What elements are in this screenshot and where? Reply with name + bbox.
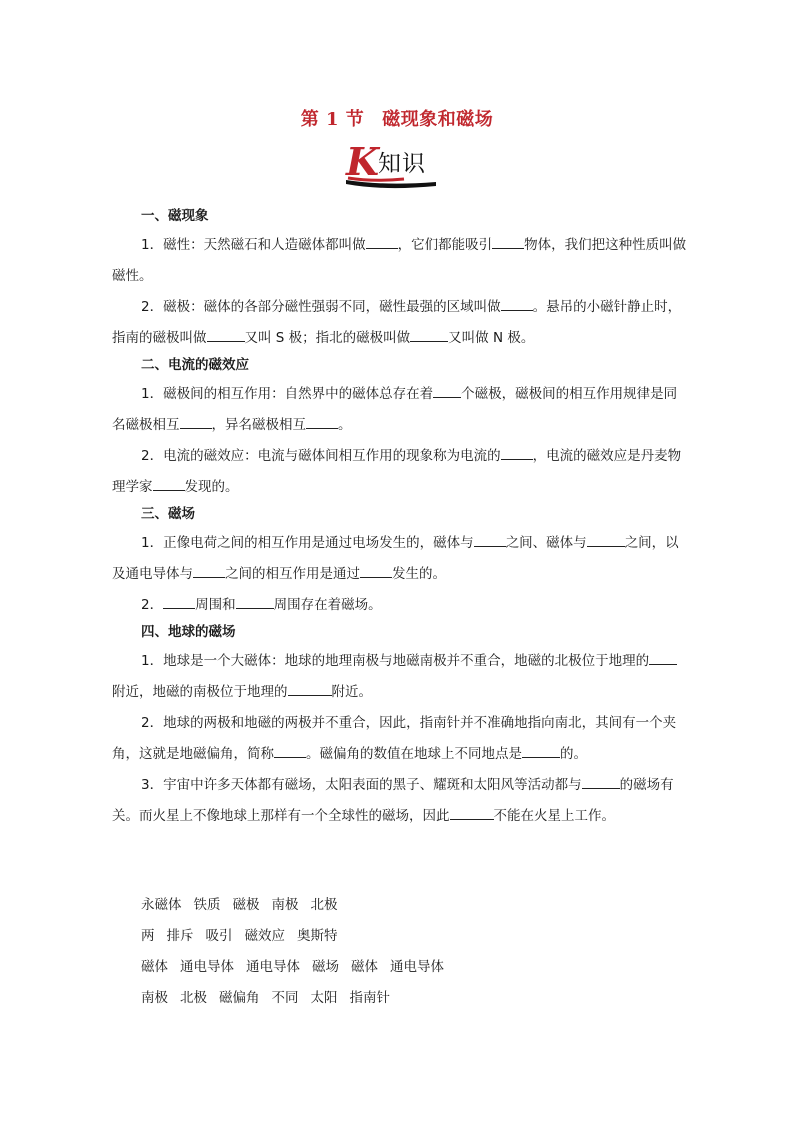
paragraph-4-1: 1．地球是一个大磁体：地球的地理南极与地磁南极并不重合，地磁的北极位于地理的附近，地磁的南极位于地理的 附近。 [112,646,687,708]
answer-item: 通电导体 [246,959,300,975]
answer-item: 指南针 [349,990,390,1006]
answer-row-4 [141,983,456,1014]
answer-item: 通电导体 [180,959,234,975]
paragraph-1-1: 1．磁性：天然磁石和人造磁体都叫做 ，它们都能吸引 物体，我们把这种性质叫做磁性。 [112,237,687,284]
answer-item: 不同 [271,990,299,1006]
blank [207,329,245,342]
blank [649,652,677,665]
paragraph-1-2: 2．磁极：磁体的各部分磁性强弱不同，磁性最强的区域叫做 。悬吊的小磁针静止时，指南的磁极叫做 又叫 S 极；指北的磁极叫做 又叫做 N 极。 [112,299,682,346]
answer-item: 吸引 [205,928,233,944]
blank [288,683,332,696]
blank [433,385,461,398]
answer-row-1 [141,890,456,921]
blank [522,745,560,758]
answer-item: 铁质 [193,897,221,913]
paragraph-2-1: 1．磁极间的相互作用：自然界中的磁体总存在着 个磁极，磁极间的相互作用规律是同名磁极相互 ，异名磁极相互 。 [112,386,678,433]
blank [410,329,448,342]
answer-item: 磁极 [232,897,260,913]
title-text: 磁现象和磁场 [382,109,494,130]
paragraph-2-2: 2．电流的磁效应：电流与磁体间相互作用的现象称为电流的 ，电流的磁效应是丹麦物理学家 发现的。 [112,448,682,495]
blank [474,534,506,547]
blank [360,565,392,578]
answer-item: 磁偏角 [219,990,260,1006]
blank [450,807,494,820]
answer-item: 磁场 [312,959,339,975]
content-body [112,205,687,832]
paragraph-3-2: 2． 周围和 周围存在着磁场。 [141,597,382,613]
answer-item: 北极 [180,990,207,1006]
blank [180,416,212,429]
answer-item: 太阳 [310,990,338,1006]
blank [306,416,338,429]
section-heading-2: 二、电流的磁效应 [141,357,249,373]
paragraph-4-3: 3．宇宙中许多天体都有磁场，太阳表面的黑子、耀斑和太阳风等活动都与 的磁场有关。而火星上不像地球上那样有一个全球性的磁场，因此 不能在火星上工作。 [112,777,674,824]
knowledge-badge [344,139,440,192]
answer-item: 永磁体 [141,897,182,913]
blank [492,236,524,249]
answer-item: 磁体 [351,959,378,975]
answer-item: 磁体 [141,959,168,975]
section-heading-3: 三、磁场 [141,506,195,522]
answer-row-3 [141,952,456,983]
title-section-number: 第 1 节 [300,109,365,130]
page-title [0,105,794,131]
blank [163,596,195,609]
answer-item: 磁效应 [244,928,285,944]
answer-row-2 [141,921,456,952]
answer-item: 南极 [271,897,299,913]
answer-item: 两 [141,928,155,944]
answer-item: 北极 [310,897,338,913]
blank [587,534,625,547]
section-heading-4: 四、地球的磁场 [141,624,236,640]
blank [366,236,398,249]
blank [193,565,225,578]
blank [153,478,185,491]
blank [236,596,274,609]
answer-item: 排斥 [166,928,194,944]
answer-key [141,890,456,1014]
badge-text: 知识 [378,151,426,177]
section-heading-1: 一、磁现象 [141,208,209,224]
blank [274,745,306,758]
answer-item: 通电导体 [390,959,444,975]
paragraph-3-1: 1．正像电荷之间的相互作用是通过电场发生的，磁体与 之间、磁体与 之间，以及通电导体与 之间的相互作用是通过 发生的。 [112,535,679,582]
blank [582,776,620,789]
badge-letter: K [346,139,380,184]
answer-item: 南极 [141,990,168,1006]
answer-item: 奥斯特 [297,928,338,944]
blank [501,298,533,311]
blank [501,447,533,460]
paragraph-4-2: 2．地球的两极和地磁的两极并不重合，因此，指南针并不准确地指向南北，其间有一个夹角，这就是地磁偏角，简称 。磁偏角的数值在地球上不同地点是 的。 [112,715,677,762]
